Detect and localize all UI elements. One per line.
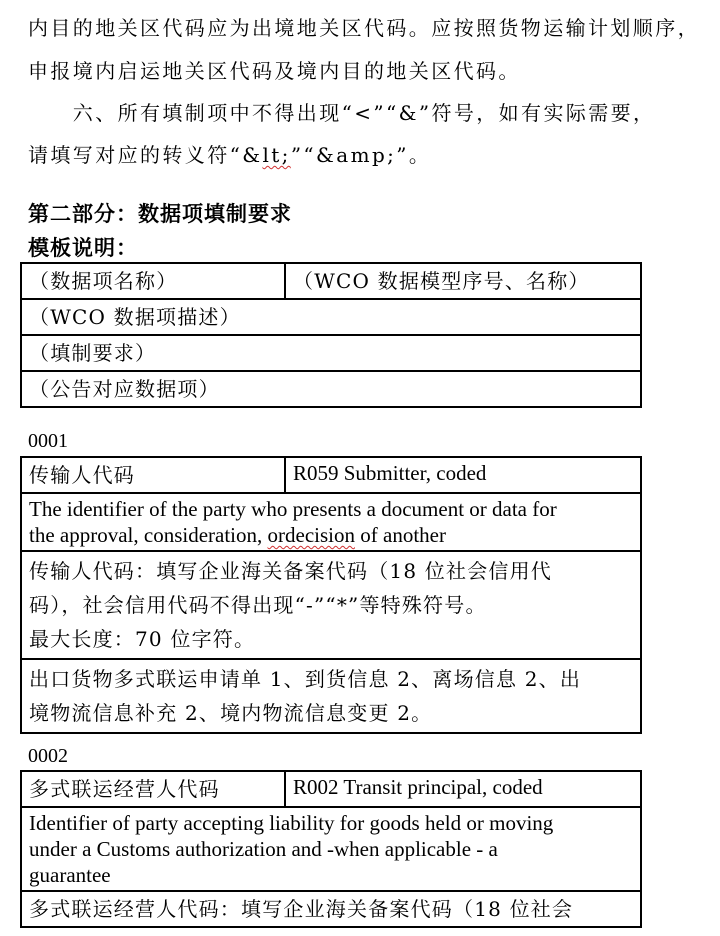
requirement-line: 传输人代码：填写企业海关备案代码（18 位社会信用代 xyxy=(29,559,553,583)
description-line: The identifier of the party who presents a document or data for xyxy=(29,497,557,521)
template-wco-cell: （WCO 数据模型序号、名称） xyxy=(285,263,641,299)
spellcheck-underline: lt; xyxy=(262,143,291,167)
table-row xyxy=(21,457,641,493)
table-row xyxy=(21,771,641,807)
template-requirement-cell: （填制要求） xyxy=(21,335,641,371)
section-title: 第二部分：数据项填制要求 xyxy=(28,201,292,226)
table-row xyxy=(21,551,641,659)
item-requirement-cell xyxy=(21,551,641,659)
description-text: the approval, consideration, xyxy=(29,523,268,547)
item-table-0002 xyxy=(20,770,642,928)
table-row xyxy=(21,807,641,891)
item-table-0001 xyxy=(20,456,642,734)
template-announcement-cell: （公告对应数据项） xyxy=(21,371,641,407)
table-row xyxy=(21,659,641,733)
intro-line-4-suffix: ”“&amp;”。 xyxy=(290,143,432,167)
table-row xyxy=(21,299,641,335)
item-description-cell xyxy=(21,807,641,891)
template-label: 模板说明： xyxy=(28,235,138,260)
requirement-line: 码），社会信用代码不得出现“-”“*”等特殊符号。 xyxy=(29,593,487,617)
item-wco-cell: R002 Transit principal, coded xyxy=(285,771,641,807)
spellcheck-underline: ordecision xyxy=(267,523,355,547)
description-line xyxy=(29,522,633,548)
table-row xyxy=(21,335,641,371)
item-requirement-cell: 多式联运经营人代码：填写企业海关备案代码（18 位社会 xyxy=(21,891,641,927)
item-description-cell xyxy=(21,493,641,551)
item-wco-cell: R059 Submitter, coded xyxy=(285,457,641,493)
intro-line-1: 内目的地关区代码应为出境地关区代码。应按照货物运输计划顺序， xyxy=(28,16,700,40)
template-table xyxy=(20,262,642,408)
item-name-cell: 传输人代码 xyxy=(21,457,285,493)
description-line: Identifier of party accepting liability for goods held or moving xyxy=(29,811,554,835)
description-line: guarantee xyxy=(29,863,111,887)
item-name-cell: 多式联运经营人代码 xyxy=(21,771,285,807)
intro-line-3: 六、所有填制项中不得出现“<”“&”符号，如有实际需要， xyxy=(28,101,656,125)
template-description-cell: （WCO 数据项描述） xyxy=(21,299,641,335)
requirement-line: 最大长度：70 位字符。 xyxy=(29,627,256,651)
intro-line-4 xyxy=(28,139,718,168)
table-row xyxy=(21,263,641,299)
announcement-line: 境物流信息补充 2、境内物流信息变更 2。 xyxy=(29,701,433,725)
description-line: under a Customs authorization and -when applicable - a xyxy=(29,837,498,861)
table-row xyxy=(21,891,641,927)
template-name-cell: （数据项名称） xyxy=(21,263,285,299)
item-announcement-cell xyxy=(21,659,641,733)
announcement-line: 出口货物多式联运申请单 1、到货信息 2、离场信息 2、出 xyxy=(29,667,582,691)
intro-line-4-prefix: 请填写对应的转义符“& xyxy=(28,143,263,167)
item-code: 0002 xyxy=(28,745,68,767)
table-row xyxy=(21,371,641,407)
table-row xyxy=(21,493,641,551)
item-code: 0001 xyxy=(28,430,68,452)
description-text: of another xyxy=(355,523,446,547)
intro-line-2: 申报境内启运地关区代码及境内目的地关区代码。 xyxy=(28,59,521,83)
